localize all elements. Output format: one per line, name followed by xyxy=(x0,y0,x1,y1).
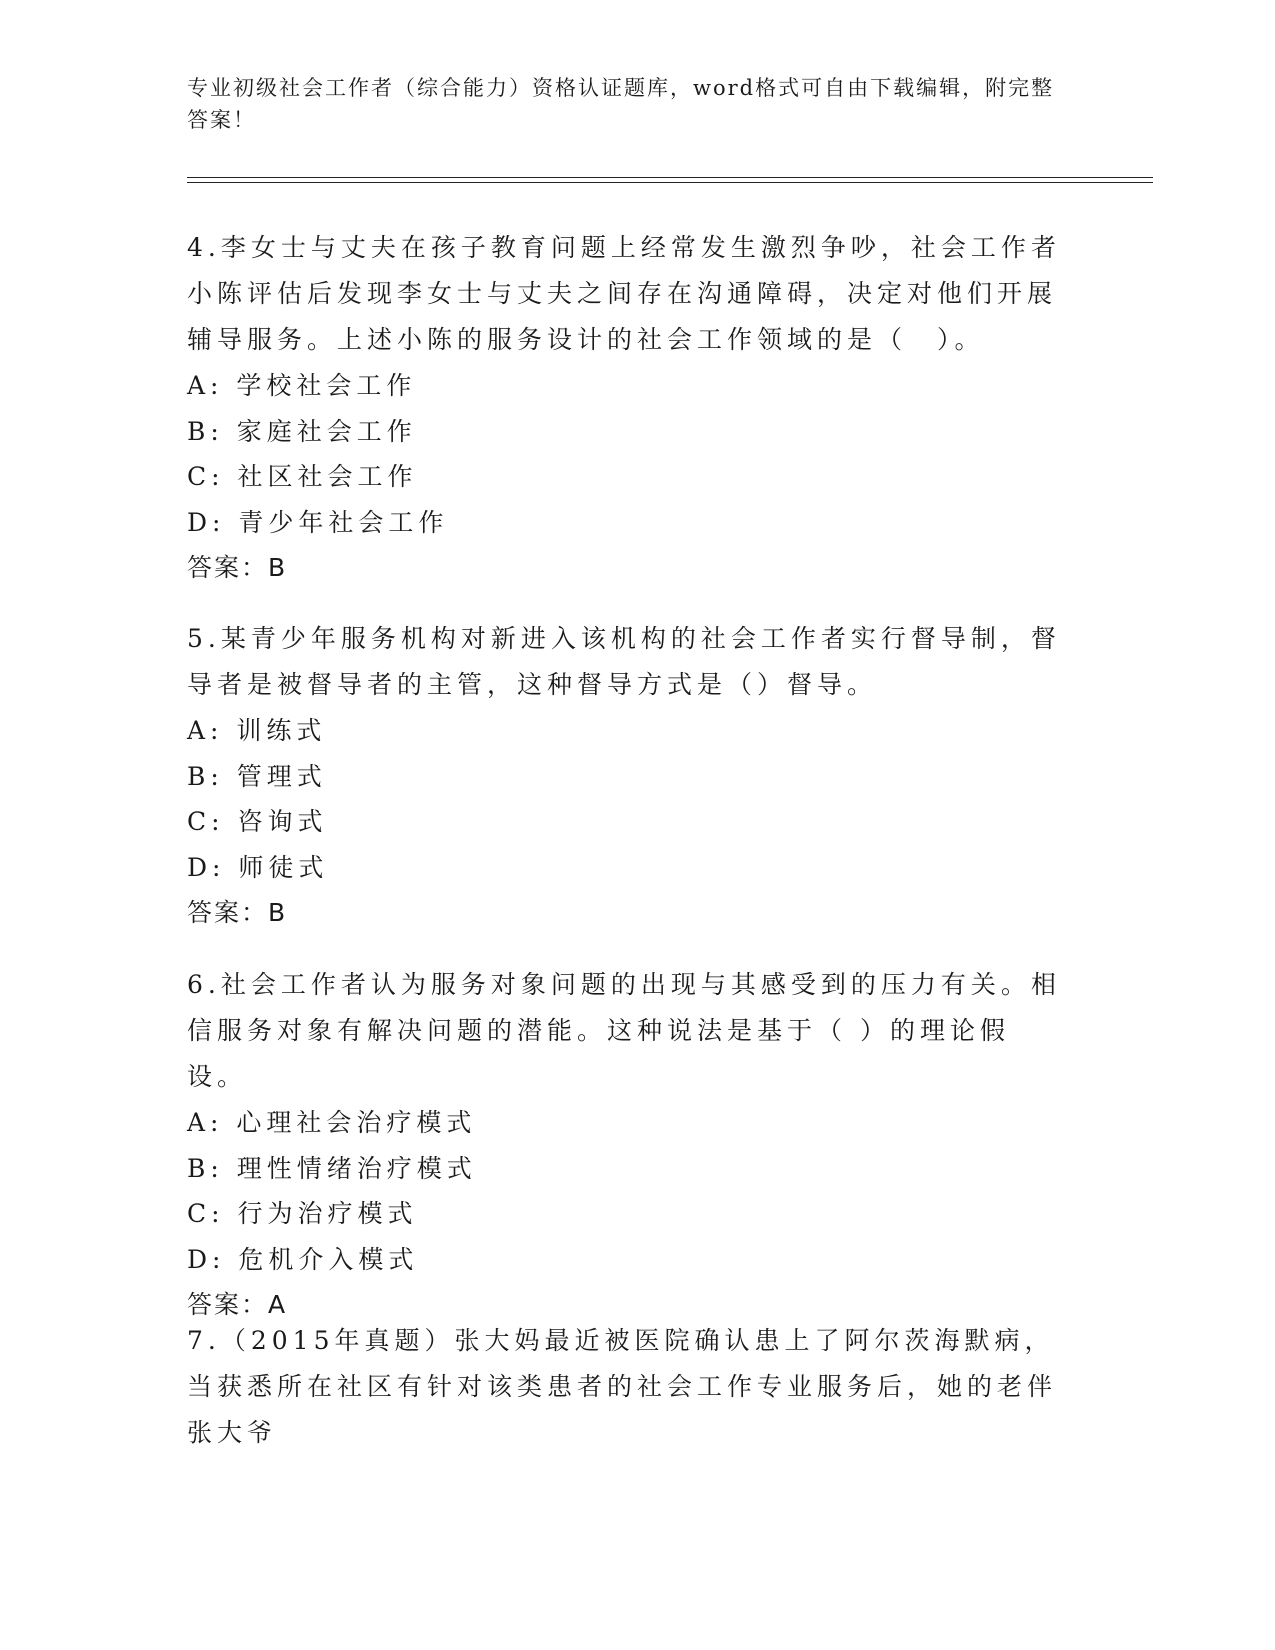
question-5 xyxy=(187,616,1067,936)
option-c: C: 行为治疗模式 xyxy=(187,1199,418,1228)
option-b: B: 管理式 xyxy=(187,761,327,791)
option-d: D: 危机介入模式 xyxy=(187,1244,419,1274)
question-7 xyxy=(187,1318,1067,1456)
question-4 xyxy=(187,225,1067,591)
answer-line: 答案：B xyxy=(187,553,288,582)
option-c: C: 社区社会工作 xyxy=(187,462,418,491)
document-header: 专业初级社会工作者（综合能力）资格认证题库，word格式可自由下载编辑，附完整答案！ xyxy=(187,76,1055,132)
option-b: B: 理性情绪治疗模式 xyxy=(187,1153,477,1183)
option-c: C: 咨询式 xyxy=(187,807,328,836)
question-stem: 6.社会工作者认为服务对象问题的出现与其感受到的压力有关。相信服务对象有解决问题的潜能。这种说法是基于（ ）的理论假设。 xyxy=(187,970,1061,1091)
option-a: A: 训练式 xyxy=(187,716,327,745)
answer-line: 答案：B xyxy=(187,898,288,927)
option-d: D: 师徒式 xyxy=(187,852,329,882)
answer-line: 答案：A xyxy=(187,1290,288,1319)
option-a: A: 心理社会治疗模式 xyxy=(187,1108,477,1137)
question-stem: 4.李女士与丈夫在孩子教育问题上经常发生激烈争吵，社会工作者小陈评估后发现李女士与丈夫之间存在沟通障碍，决定对他们开展辅导服务。上述小陈的服务设计的社会工作领域的是（ ）。 xyxy=(187,233,1061,354)
question-6 xyxy=(187,962,1067,1328)
option-d: D: 青少年社会工作 xyxy=(187,507,449,537)
header-divider xyxy=(187,177,1153,183)
option-b: B: 家庭社会工作 xyxy=(187,416,417,446)
option-a: A: 学校社会工作 xyxy=(187,371,417,400)
question-stem: 7.（2015年真题）张大妈最近被医院确认患上了阿尔茨海默病，当获悉所在社区有针对该类患者的社会工作专业服务后，她的老伴张大爷 xyxy=(187,1326,1058,1447)
question-stem: 5.某青少年服务机构对新进入该机构的社会工作者实行督导制，督导者是被督导者的主管，这种督导方式是（）督导。 xyxy=(187,624,1061,699)
